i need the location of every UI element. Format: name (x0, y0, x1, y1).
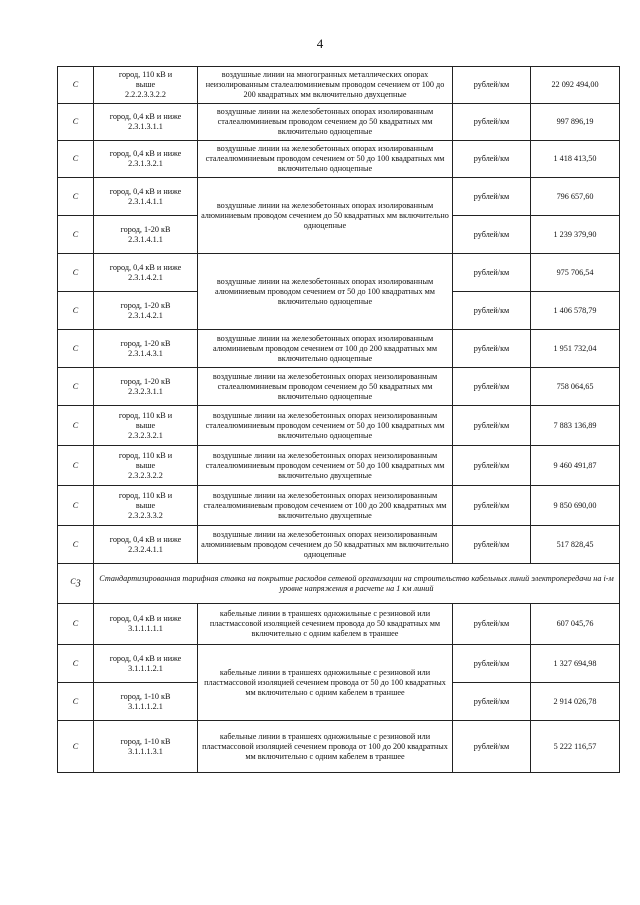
rate-value: 5 222 116,57 (531, 721, 620, 773)
rate-symbol: $C_3$ (58, 564, 94, 604)
rate-value: 2 914 026,78 (531, 683, 620, 721)
voltage-level-code: город, 0,4 кВ и ниже 2.3.1.3.2.1 (94, 141, 198, 178)
voltage-level-code: город, 110 кВ и выше 2.3.2.3.2.1 (94, 406, 198, 446)
line-description: кабельные линии в траншеях одножильные с резиновой или пластмассовой изоляцией сечением провода от 100 до 200 квадратных мм включительно с одним кабелем в траншее (198, 721, 453, 773)
rate-value: 997 896,19 (531, 104, 620, 141)
voltage-level-code: город, 110 кВ и выше 2.3.2.3.3.2 (94, 486, 198, 526)
table-row (58, 141, 620, 178)
rate-value: 1 239 379,90 (531, 216, 620, 254)
rate-value: 1 327 694,98 (531, 645, 620, 683)
voltage-level-code: город, 0,4 кВ и ниже 2.3.2.4.1.1 (94, 526, 198, 564)
voltage-level-code: город, 1-20 кВ 2.3.1.4.1.1 (94, 216, 198, 254)
unit: рублей/км (453, 141, 531, 178)
rate-value: 9 850 690,00 (531, 486, 620, 526)
unit: рублей/км (453, 645, 531, 683)
rate-value: 1 418 413,50 (531, 141, 620, 178)
unit: рублей/км (453, 406, 531, 446)
unit: рублей/км (453, 368, 531, 406)
voltage-level-code: город, 0,4 кВ и ниже 3.1.1.1.2.1 (94, 645, 198, 683)
rate-symbol: C (58, 254, 94, 292)
voltage-level-code: город, 110 кВ и выше 2.3.2.3.2.2 (94, 446, 198, 486)
section-header-row (58, 564, 620, 604)
line-description: воздушные линии на железобетонных опорах неизолированным алюминиевым проводом сечением до 50 квадратных мм включительно одноцепные (198, 526, 453, 564)
rate-symbol: C (58, 141, 94, 178)
rate-symbol: C (58, 604, 94, 645)
line-description: воздушные линии на железобетонных опорах неизолированным сталеалюминиевым проводом сечением от 100 до 200 квадратных мм включительно двухцепные (198, 486, 453, 526)
table-row (58, 446, 620, 486)
section-title: Стандартизированная тарифная ставка на покрытие расходов сетевой организации на строительство кабельных линий электропередачи на i-м уровне напряжения в расчете на 1 км линий (94, 564, 620, 604)
unit: рублей/км (453, 486, 531, 526)
unit: рублей/км (453, 683, 531, 721)
rate-symbol: C (58, 104, 94, 141)
unit: рублей/км (453, 604, 531, 645)
voltage-level-code: город, 0,4 кВ и ниже 2.3.1.4.2.1 (94, 254, 198, 292)
rate-symbol: C (58, 683, 94, 721)
line-description: кабельные линии в траншеях одножильные с резиновой или пластмассовой изоляцией сечением провода до 50 квадратных мм включительно с одним кабелем в траншее (198, 604, 453, 645)
unit: рублей/км (453, 330, 531, 368)
rate-symbol: C (58, 216, 94, 254)
line-description: воздушные линии на железобетонных опорах изолированным алюминиевым проводом сечением до 50 квадратных мм включительно одноцепные (198, 178, 453, 254)
unit: рублей/км (453, 446, 531, 486)
rate-value: 975 706,54 (531, 254, 620, 292)
table-row (58, 330, 620, 368)
rate-symbol: C (58, 526, 94, 564)
table-row (58, 254, 620, 292)
rate-value: 607 045,76 (531, 604, 620, 645)
unit: рублей/км (453, 254, 531, 292)
rate-symbol: C (58, 721, 94, 773)
voltage-level-code: город, 0,4 кВ и ниже 2.3.1.4.1.1 (94, 178, 198, 216)
table-row (58, 526, 620, 564)
rate-value: 1 951 732,04 (531, 330, 620, 368)
table-row (58, 368, 620, 406)
line-description: воздушные линии на железобетонных опорах изолированным сталеалюминиевым проводом сечением от 50 до 100 квадратных мм включительно одноцепные (198, 141, 453, 178)
table-row (58, 406, 620, 446)
rate-value: 796 657,60 (531, 178, 620, 216)
rate-value: 517 828,45 (531, 526, 620, 564)
line-description: воздушные линии на железобетонных опорах изолированным алюминиевым проводом сечением от 100 до 200 квадратных мм включительно одноцепные (198, 330, 453, 368)
page-number: 4 (316, 36, 324, 51)
voltage-level-code: город, 0,4 кВ и ниже 3.1.1.1.1.1 (94, 604, 198, 645)
rate-value: 22 092 494,00 (531, 67, 620, 104)
table-row (58, 645, 620, 683)
voltage-level-code: город, 110 кВ и выше 2.2.2.3.3.2.2 (94, 67, 198, 104)
line-description: воздушные линии на железобетонных опорах неизолированным сталеалюминиевым проводом сечением до 50 квадратных мм включительно одноцепные (198, 368, 453, 406)
line-description: воздушные линии на железобетонных опорах изолированным сталеалюминиевым проводом сечением до 50 квадратных мм включительно одноцепные (198, 104, 453, 141)
rate-symbol: C (58, 446, 94, 486)
rate-symbol: C (58, 406, 94, 446)
rate-symbol: C (58, 368, 94, 406)
line-description: кабельные линии в траншеях одножильные с резиновой или пластмассовой изоляцией сечением провода от 50 до 100 квадратных мм включительно с одним кабелем в траншее (198, 645, 453, 721)
line-description: воздушные линии на многогранных металлических опорах неизолированным сталеалюминиевым проводом сечением от 100 до 200 квадратных мм включительно двухцепные (198, 67, 453, 104)
line-description: воздушные линии на железобетонных опорах неизолированным сталеалюминиевым проводом сечением от 50 до 100 квадратных мм включительно двухцепные (198, 446, 453, 486)
tariff-table-body (58, 67, 620, 773)
rate-value: 758 064,65 (531, 368, 620, 406)
line-description: воздушные линии на железобетонных опорах изолированным алюминиевым проводом сечением от 50 до 100 квадратных мм включительно одноцепные (198, 254, 453, 330)
voltage-level-code: город, 1-10 кВ 3.1.1.1.2.1 (94, 683, 198, 721)
rate-value: 1 406 578,79 (531, 292, 620, 330)
tariff-table (57, 66, 620, 773)
voltage-level-code: город, 0,4 кВ и ниже 2.3.1.3.1.1 (94, 104, 198, 141)
unit: рублей/км (453, 216, 531, 254)
rate-symbol: C (58, 330, 94, 368)
voltage-level-code: город, 1-20 кВ 2.3.2.3.1.1 (94, 368, 198, 406)
line-description: воздушные линии на железобетонных опорах неизолированным сталеалюминиевым проводом сечением от 50 до 100 квадратных мм включительно одноцепные (198, 406, 453, 446)
voltage-level-code: город, 1-20 кВ 2.3.1.4.2.1 (94, 292, 198, 330)
unit: рублей/км (453, 178, 531, 216)
rate-symbol: C (58, 178, 94, 216)
rate-symbol: C (58, 486, 94, 526)
table-row (58, 67, 620, 104)
rate-symbol: C (58, 292, 94, 330)
unit: рублей/км (453, 104, 531, 141)
rate-value: 9 460 491,87 (531, 446, 620, 486)
rate-value: 7 883 136,89 (531, 406, 620, 446)
table-row (58, 178, 620, 216)
table-row (58, 721, 620, 773)
voltage-level-code: город, 1-10 кВ 3.1.1.1.3.1 (94, 721, 198, 773)
rate-symbol-subscript: 3 (75, 578, 81, 590)
rate-symbol: C (58, 645, 94, 683)
unit: рублей/км (453, 67, 531, 104)
voltage-level-code: город, 1-20 кВ 2.3.1.4.3.1 (94, 330, 198, 368)
table-row (58, 104, 620, 141)
unit: рублей/км (453, 721, 531, 773)
table-row (58, 604, 620, 645)
rate-symbol: C (58, 67, 94, 104)
unit: рублей/км (453, 526, 531, 564)
unit: рублей/км (453, 292, 531, 330)
table-row (58, 486, 620, 526)
